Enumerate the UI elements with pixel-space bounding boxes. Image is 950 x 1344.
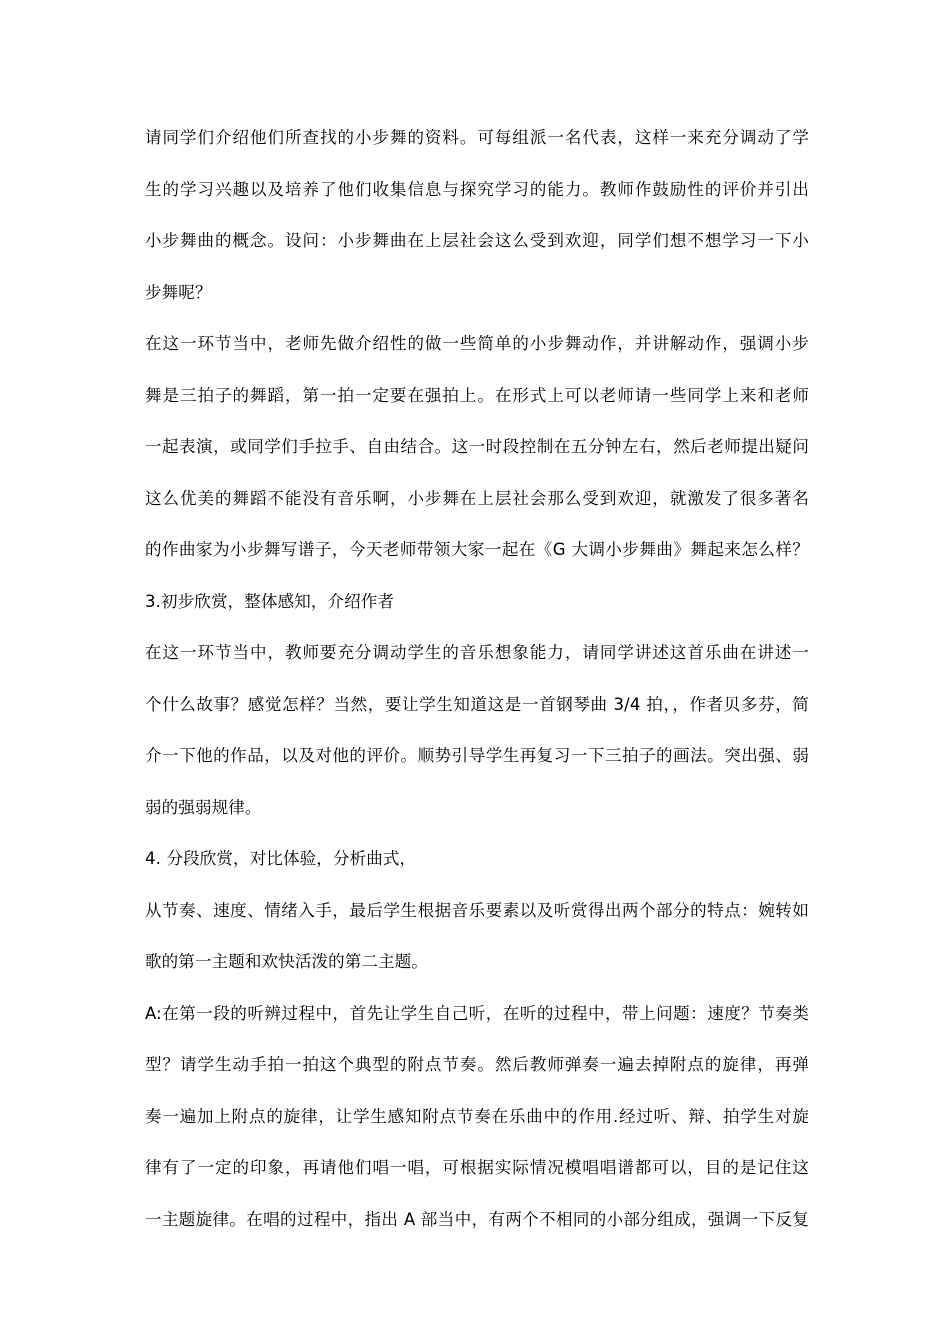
- text-line: 律有了一定的印象，再请他们唱一唱，可根据实际情况模唱唱谱都可以，目的是记住这: [145, 1158, 809, 1177]
- text-line: 个什么故事？感觉怎样？当然，要让学生知道这是一首钢琴曲 3/4 拍，，作者贝多芬，简: [145, 694, 809, 714]
- text-line: 步舞呢？: [145, 282, 212, 302]
- text-line: A:在第一段的听辨过程中，首先让学生自己听，在听的过程中，带上问题：速度？节奏类: [145, 1003, 809, 1023]
- text-line: 小步舞曲的概念。设问：小步舞曲在上层社会这么受到欢迎，同学们想不想学习一下小: [145, 231, 809, 250]
- text-line: 一起表演，或同学们手拉手、自由结合。这一时段控制在五分钟左右，然后老师提出疑问: [145, 437, 809, 456]
- text-line: 一主题旋律。在唱的过程中，指出 A 部当中，有两个不相同的小部分组成，强调一下反复: [145, 1209, 809, 1229]
- text-line: 舞是三拍子的舞蹈，第一拍一定要在强拍上。在形式上可以老师请一些同学上来和老师: [145, 385, 809, 405]
- text-line: 在这一环节当中，教师要充分调动学生的音乐想象能力，请同学讲述这首乐曲在讲述一: [145, 643, 809, 662]
- text-line: 从节奏、速度、情绪入手，最后学生根据音乐要素以及听赏得出两个部分的特点：婉转如: [145, 900, 809, 920]
- text-line: 请同学们介绍他们所查找的小步舞的资料。可每组派一名代表，这样一来充分调动了学: [145, 128, 809, 147]
- text-line: 在这一环节当中，老师先做介绍性的做一些简单的小步舞动作，并讲解动作，强调小步: [145, 334, 809, 353]
- text-line: 的作曲家为小步舞写谱子，今天老师带领大家一起在《G 大调小步舞曲》舞起来怎么样？: [145, 540, 809, 559]
- section-heading: 4. 分段欣赏，对比体验，分析曲式，: [145, 849, 417, 868]
- text-line: 弱的强弱规律。: [145, 797, 262, 817]
- text-line: 型？请学生动手拍一拍这个典型的附点节奏。然后教师弹奏一遍去掉附点的旋律，再弹: [145, 1055, 809, 1074]
- text-line: 奏一遍加上附点的旋律，让学生感知附点节奏在乐曲中的作用.经过听、辩、拍学生对旋: [145, 1106, 809, 1126]
- body-text: [145, 118, 809, 1251]
- section-heading: 3.初步欣赏，整体感知，介绍作者: [145, 591, 395, 611]
- text-line: 歌的第一主题和欢快活泼的第二主题。: [145, 952, 429, 971]
- text-line: 生的学习兴趣以及培养了他们收集信息与探究学习的能力。教师作鼓励性的评价并引出: [145, 179, 809, 199]
- text-line: 这么优美的舞蹈不能没有音乐啊，小步舞在上层社会那么受到欢迎，就激发了很多著名: [145, 488, 809, 508]
- text-line: 介一下他的作品，以及对他的评价。顺势引导学生再复习一下三拍子的画法。突出强、弱: [145, 746, 809, 765]
